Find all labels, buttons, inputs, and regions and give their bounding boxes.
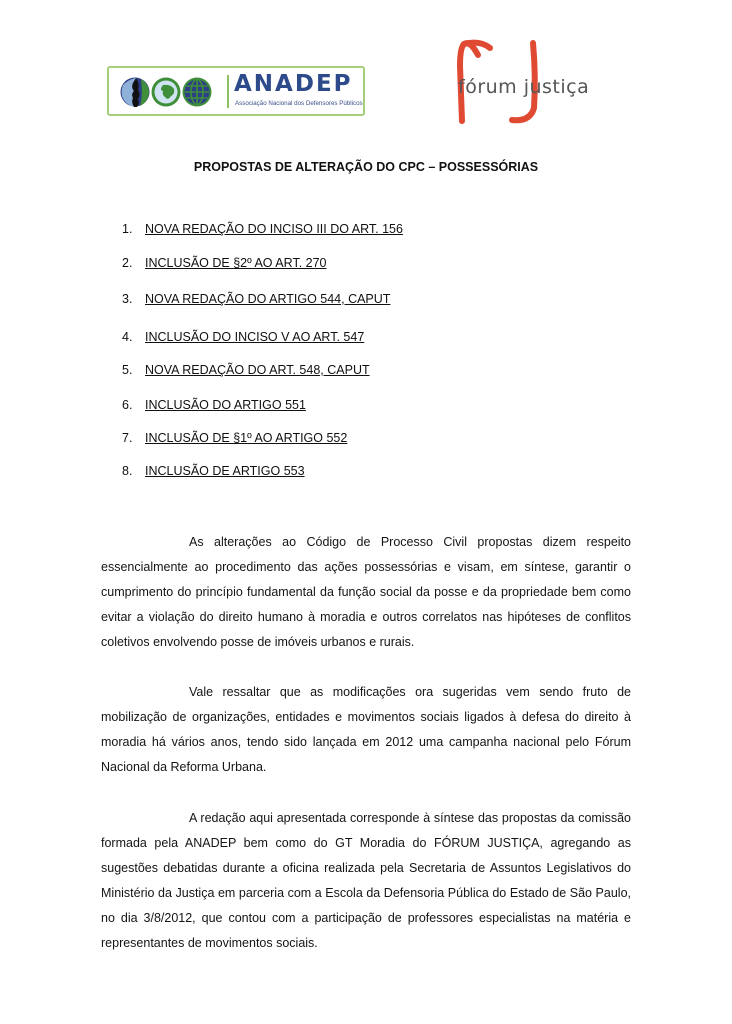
item-number: 6. xyxy=(122,398,133,412)
globe-grid-icon xyxy=(183,78,212,107)
item-link[interactable]: INCLUSÃO DO INCISO V AO ART. 547 xyxy=(145,330,365,344)
anadep-globes-icon xyxy=(119,76,214,108)
list-item xyxy=(122,431,347,445)
item-number: 7. xyxy=(122,431,133,445)
forum-justica-text: fórum justiça xyxy=(458,76,590,98)
item-number: 2. xyxy=(122,256,133,270)
globe-brazil-icon xyxy=(152,78,181,107)
item-link[interactable]: INCLUSÃO DE ARTIGO 553 xyxy=(145,464,305,478)
item-link[interactable]: INCLUSÃO DE §2º AO ART. 270 xyxy=(145,256,327,270)
item-number: 5. xyxy=(122,363,133,377)
list-item xyxy=(122,256,327,270)
list-item xyxy=(122,292,390,306)
globe-profile-icon xyxy=(121,78,150,108)
item-link[interactable]: INCLUSÃO DO ARTIGO 551 xyxy=(145,398,306,412)
item-number: 1. xyxy=(122,222,133,236)
document-title: PROPOSTAS DE ALTERAÇÃO DO CPC – POSSESSÓRIAS xyxy=(193,160,539,174)
paragraph-synthesis: A redação aqui apresentada corresponde à síntese das propostas da comissão formada pela ANADEP bem como do GT Moradia do FÓRUM JUSTIÇA, agregando as sugestões debatidas durante a oficina realizada pela Secretaria de Assuntos Legislativos do Ministério da Justiça em parceria com a Escola da Defensoria Pública do Estado de São Paulo, no dia 3/8/2012, que contou com a participação de professores especialistas na matéria e representantes de movimentos sociais. xyxy=(101,811,631,950)
item-number: 8. xyxy=(122,464,133,478)
item-number: 3. xyxy=(122,292,133,306)
item-number: 4. xyxy=(122,330,133,344)
anadep-name: ANADEP xyxy=(234,71,353,97)
anadep-logo xyxy=(107,66,365,116)
item-link[interactable]: INCLUSÃO DE §1º AO ARTIGO 552 xyxy=(145,431,348,445)
forum-justica-logo xyxy=(450,36,610,126)
list-item xyxy=(122,464,305,478)
paragraph-intro: As alterações ao Código de Processo Civil propostas dizem respeito essencialmente ao procedimento das ações possessórias e visam, em síntese, garantir o cumprimento do princípio fundamental da função social da posse e da propriedade bem como evitar a violação do direito humano à moradia e outros correlatos nas hipóteses de conflitos coletivos envolvendo posse de imóveis urbanos e rurais. xyxy=(101,535,631,649)
item-link[interactable]: NOVA REDAÇÃO DO ARTIGO 544, CAPUT xyxy=(145,292,391,306)
list-item xyxy=(122,398,306,412)
list-item xyxy=(122,222,403,236)
paragraph-mobilization: Vale ressaltar que as modificações ora sugeridas vem sendo fruto de mobilização de organizações, entidades e movimentos sociais ligados à defesa do direito à moradia há vários anos, tendo sido lançada em 2012 uma campanha nacional pelo Fórum Nacional da Reforma Urbana. xyxy=(101,685,631,774)
logo-divider xyxy=(227,75,229,108)
item-link[interactable]: NOVA REDAÇÃO DO INCISO III DO ART. 156 xyxy=(145,222,403,236)
anadep-subtitle: Associação Nacional dos Defensores Públicos xyxy=(235,100,363,107)
list-item xyxy=(122,330,364,344)
list-item xyxy=(122,363,370,377)
item-link[interactable]: NOVA REDAÇÃO DO ART. 548, CAPUT xyxy=(145,363,370,377)
